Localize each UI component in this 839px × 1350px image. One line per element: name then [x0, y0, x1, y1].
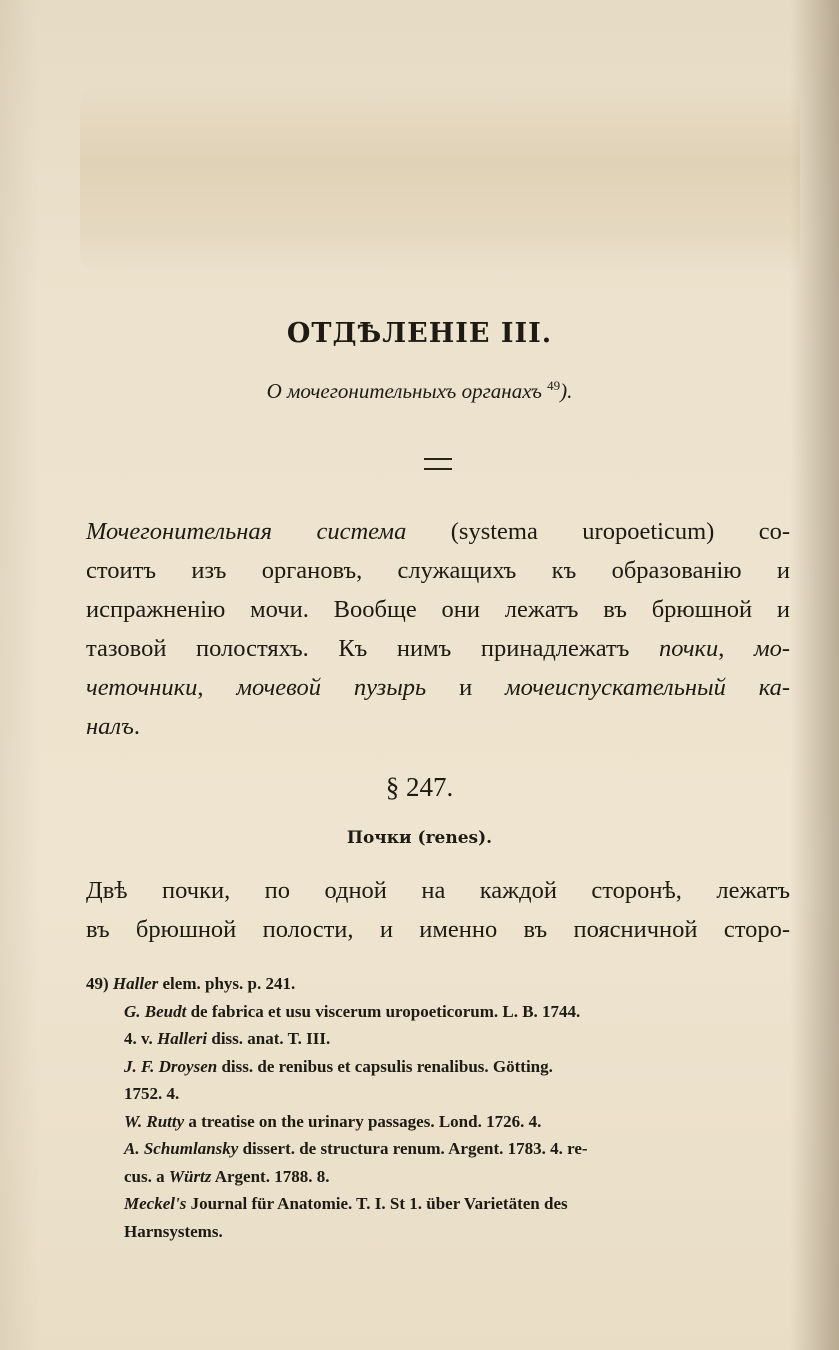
- footnote-author: Würtz: [168, 1166, 212, 1186]
- footnote-text: elem. phys. p. 241.: [158, 974, 296, 993]
- footnotes: [86, 970, 790, 1245]
- footnote-author: A. Schumlansky: [124, 1139, 239, 1158]
- footnote-author: Haller: [112, 974, 159, 993]
- footnote-author: Halleri: [157, 1029, 208, 1048]
- text-run: тазовой полостяхъ. Къ нимъ принадлежатъ: [86, 635, 659, 662]
- subtitle-text: О мочегонительныхъ органахъ: [266, 379, 542, 403]
- footnote-text: Argent. 1788. 8.: [211, 1166, 330, 1186]
- italic-run: мочевой пузырь: [236, 674, 427, 701]
- footnote-text: Harnsystems.: [124, 1221, 223, 1241]
- text-line: Двѣ почки, по одной на каждой сторонѣ, лежатъ: [86, 877, 790, 904]
- footnote-line: [86, 1163, 790, 1191]
- text-run: .: [133, 713, 140, 740]
- text-line: [86, 590, 790, 629]
- footnote-line: [86, 1190, 790, 1218]
- footnote-text: cus. a: [124, 1166, 169, 1186]
- footnote-line: [86, 970, 790, 998]
- text-run: и: [426, 674, 506, 701]
- text-run: стоитъ изъ органовъ, служащихъ къ образованію и: [86, 557, 790, 584]
- text-run: ,: [197, 674, 237, 701]
- italic-run: налъ: [86, 713, 134, 740]
- footnote-line: [86, 1053, 790, 1081]
- footnote-text: 4. v.: [124, 1029, 158, 1048]
- subtitle-end: ).: [560, 379, 573, 403]
- footnote-author: J. F. Droysen: [124, 1056, 218, 1076]
- footnote-author: G. Beudt: [124, 1001, 187, 1021]
- text-run: ,: [718, 635, 754, 662]
- text-line: [86, 512, 790, 551]
- footnote-text: Journal für Anatomie. T. I. St 1. über Varietäten des: [186, 1194, 568, 1213]
- section-heading: Почки (renes).: [346, 828, 493, 848]
- italic-run: Мочегонительная система: [86, 518, 407, 545]
- text-line: [86, 551, 790, 590]
- footnote-line: [86, 1108, 790, 1136]
- text-run: (systema uropoeticum) со-: [406, 518, 790, 545]
- footnote-line: [86, 1025, 790, 1053]
- footnote-text: 49): [86, 974, 113, 993]
- footnote-line: [86, 1218, 790, 1246]
- text-line: [86, 629, 790, 668]
- footnote-text: diss. de renibus et capsulis renalibus. Götting.: [217, 1056, 553, 1076]
- footnote-line: [86, 1080, 790, 1108]
- text-line: въ брюшной полости, и именно въ поясничной сторо-: [86, 916, 790, 943]
- italic-run: мо-: [753, 635, 791, 662]
- text-run: испражненію мочи. Вообще они лежатъ въ брюшной и: [86, 596, 790, 623]
- footnote-text: de fabrica et usu viscerum uropoeticorum. L. B. 1744.: [186, 1001, 581, 1021]
- intro-paragraph: [86, 512, 790, 746]
- italic-run: мочеиспускательный ка-: [505, 674, 790, 701]
- footnote-text: dissert. de structura renum. Argent. 1783. 4. re-: [238, 1139, 588, 1158]
- section-number: § 247.: [385, 772, 454, 802]
- section-subtitle: [0, 378, 839, 404]
- footnote-line: [86, 998, 790, 1026]
- text-line: [86, 707, 790, 746]
- footnote-author: Meckel's: [124, 1194, 187, 1213]
- footnote-ref: 49: [547, 378, 561, 393]
- italic-run: четочники: [86, 674, 198, 701]
- footnote-author: W. Rutty: [124, 1111, 185, 1131]
- footnote-line: [86, 1135, 790, 1163]
- double-rule-divider: [424, 458, 452, 470]
- footnote-text: diss. anat. T. III.: [207, 1029, 331, 1048]
- text-line: [86, 668, 790, 707]
- footnote-text: a treatise on the urinary passages. Lond. 1726. 4.: [184, 1111, 542, 1131]
- paper-stain: [80, 85, 800, 275]
- italic-run: почки: [659, 635, 719, 662]
- footnote-text: 1752. 4.: [124, 1084, 180, 1103]
- section-title: ОТДѢЛЕНІЕ III.: [286, 318, 553, 349]
- body-paragraph: [86, 871, 790, 949]
